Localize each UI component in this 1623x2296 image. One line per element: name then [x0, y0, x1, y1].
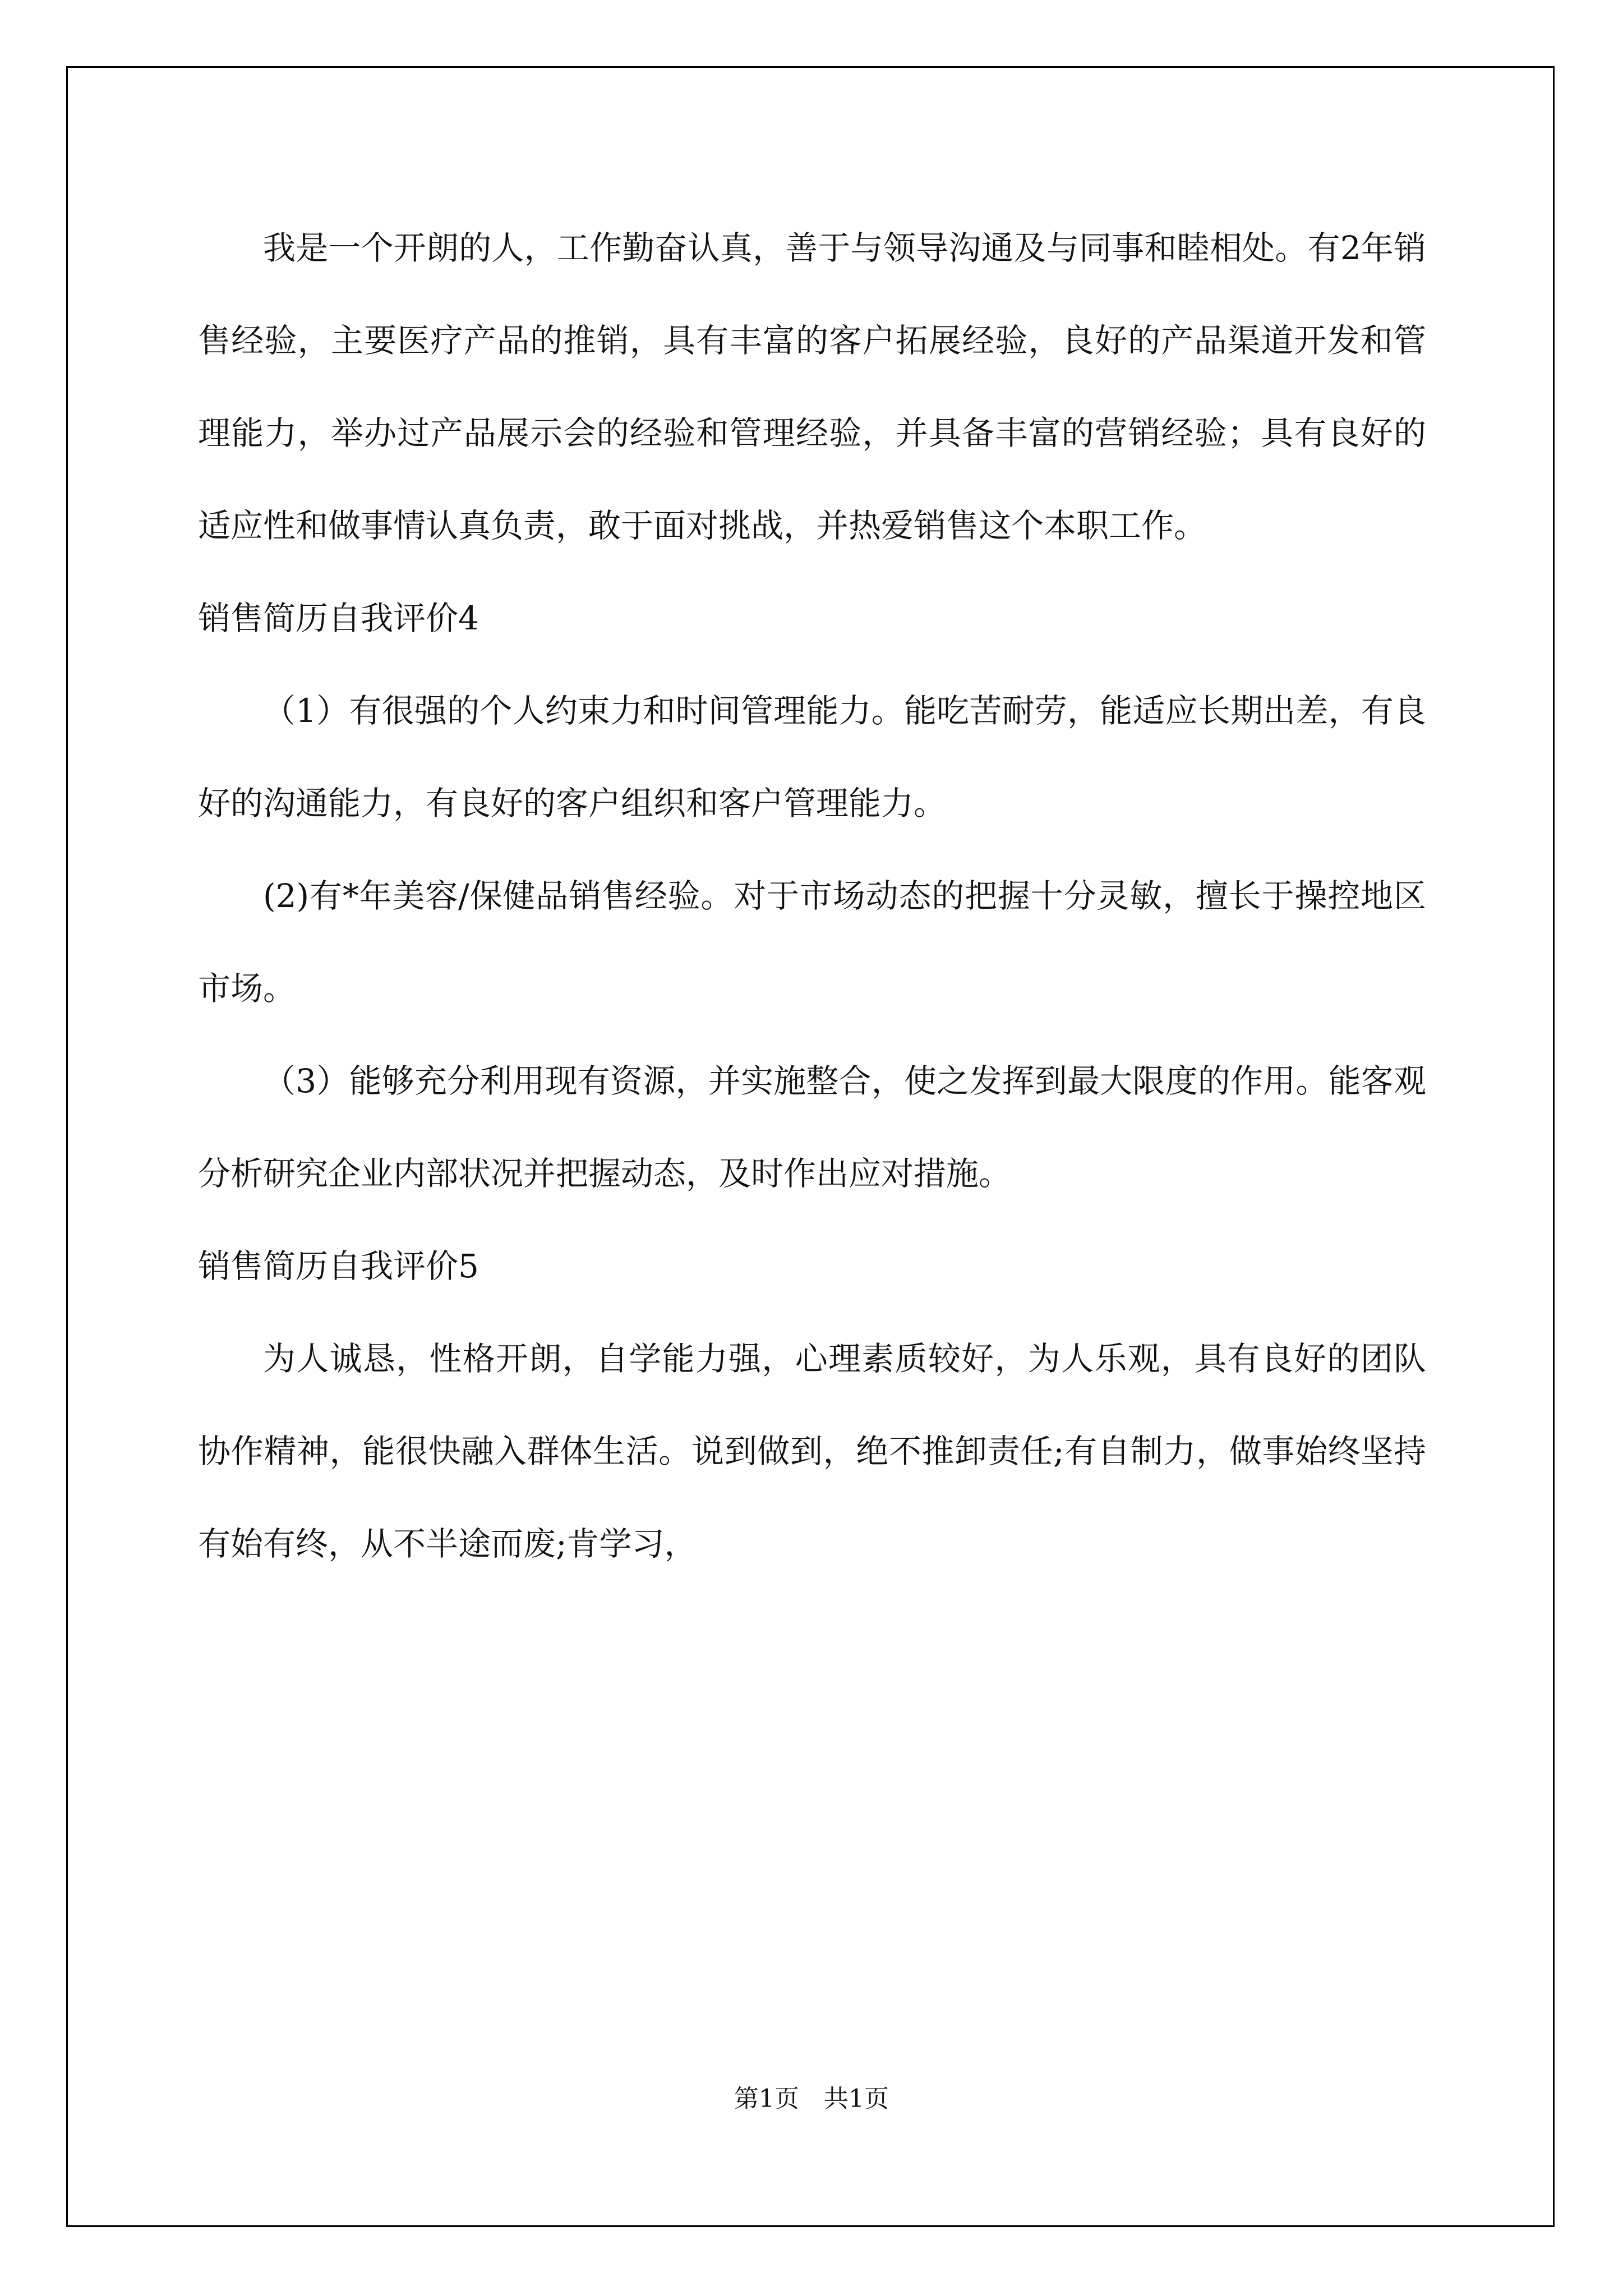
section-heading-4: 销售简历自我评价4	[198, 599, 479, 637]
paragraph-point-1: （1）有很强的个人约束力和时间管理能力。能吃苦耐劳，能适应长期出差，有良好的沟通能力，有良好的客户组织和客户管理能力。	[198, 692, 1426, 822]
document-body	[198, 202, 1426, 1590]
paragraph-intro: 我是一个开朗的人，工作勤奋认真，善于与领导沟通及与同事和睦相处。有2年销售经验，主要医疗产品的推销，具有丰富的客户拓展经验，良好的产品渠道开发和管理能力，举办过产品展示会的经验和管理经验，并具备丰富的营销经验；具有良好的适应性和做事情认真负责，敢于面对挑战，并热爱销售这个本职工作。	[198, 229, 1426, 545]
section-heading-5: 销售简历自我评价5	[198, 1247, 479, 1285]
paragraph-point-3: （3）能够充分利用现有资源，并实施整合，使之发挥到最大限度的作用。能客观分析研究企业内部状况并把握动态，及时作出应对措施。	[198, 1062, 1426, 1193]
paragraph-self-evaluation: 为人诚恳，性格开朗，自学能力强，心理素质较好，为人乐观，具有良好的团队协作精神，能很快融入群体生活。说到做到，绝不推卸责任;有自制力，做事始终坚持有始有终，从不半途而废;肯学习，	[198, 1340, 1426, 1563]
page-number: 第1页 共1页	[734, 2085, 889, 2113]
paragraph-point-2: (2)有*年美容/保健品销售经验。对于市场动态的把握十分灵敏，擅长于操控地区市场。	[198, 877, 1426, 1007]
